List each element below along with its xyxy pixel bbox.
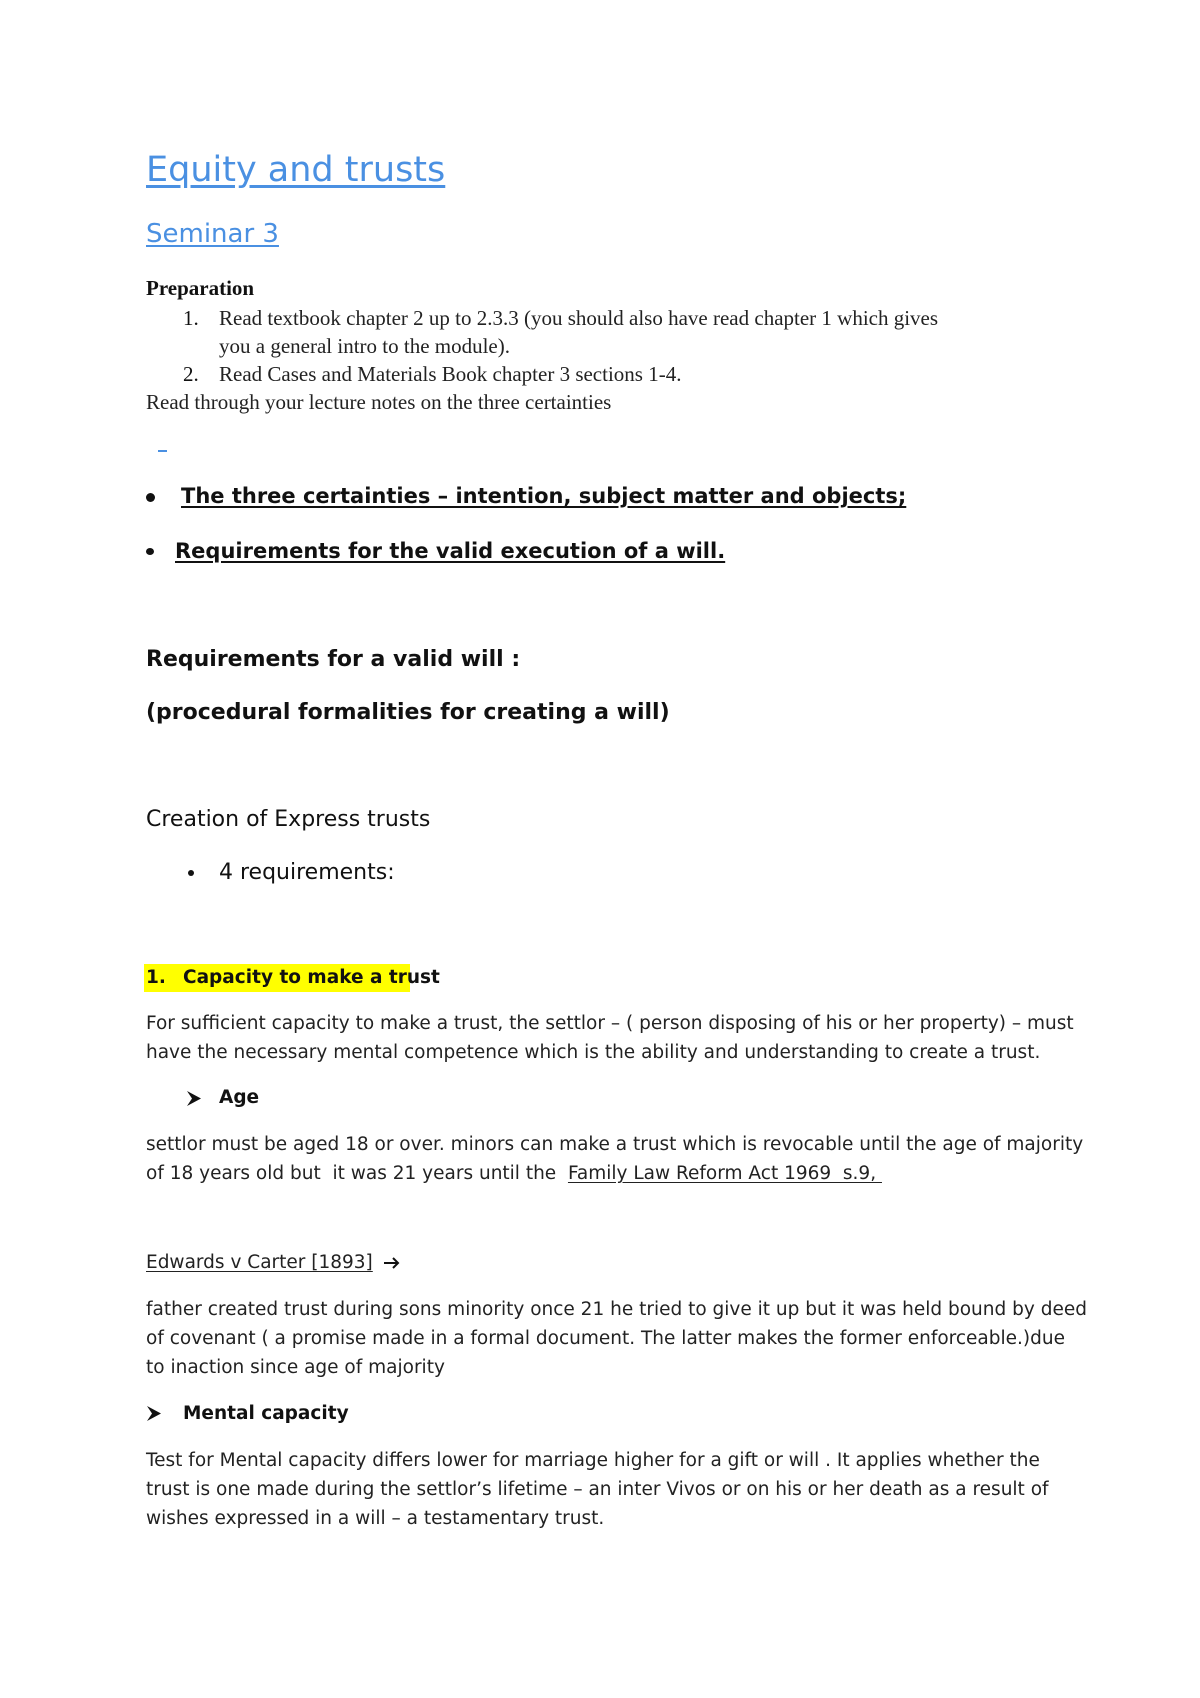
list-number: 1. bbox=[183, 306, 199, 330]
case-name: Edwards v Carter [1893] bbox=[146, 1252, 373, 1273]
document-title: Equity and trusts bbox=[146, 150, 446, 190]
mental-paragraph-line-2: trust is one made during the settlor’s lifetime – an inter Vivos or on his or her death as a result of bbox=[146, 1479, 1049, 1500]
age-paragraph-line-1: settlor must be aged 18 or over. minors can make a trust which is revocable until the age of majority bbox=[146, 1134, 1084, 1155]
mental-paragraph-line-3: wishes expressed in a will – a testamentary trust. bbox=[146, 1508, 605, 1529]
arrowhead-icon bbox=[146, 1405, 162, 1422]
capacity-paragraph-line-2: have the necessary mental competence which is the ability and understanding to create a trust. bbox=[146, 1042, 1041, 1063]
capacity-number: 1. bbox=[146, 967, 166, 988]
valid-will-subheading: (procedural formalities for creating a will) bbox=[146, 700, 670, 725]
list-number: 2. bbox=[183, 362, 199, 386]
age-label: Age bbox=[219, 1087, 260, 1108]
valid-will-heading: Requirements for a valid will : bbox=[146, 647, 521, 672]
right-arrow-icon bbox=[383, 1256, 401, 1270]
underline-mark bbox=[158, 450, 167, 452]
requirements-count: 4 requirements: bbox=[219, 860, 395, 885]
topic-will-requirements: Requirements for the valid execution of a will. bbox=[175, 539, 726, 563]
mental-capacity-label: Mental capacity bbox=[183, 1403, 349, 1424]
bullet-dot-icon bbox=[146, 493, 155, 502]
arrowhead-icon bbox=[186, 1090, 202, 1107]
case-paragraph-line-2: of covenant ( a promise made in a formal document. The latter makes the former enforceable.)due bbox=[146, 1328, 1065, 1349]
mental-paragraph-line-1: Test for Mental capacity differs lower for marriage higher for a gift or will . It applies whether the bbox=[146, 1450, 1040, 1471]
preparation-item-2-line-1: Read Cases and Materials Book chapter 3 sections 1-4. bbox=[219, 362, 682, 386]
express-trusts-heading: Creation of Express trusts bbox=[146, 807, 431, 832]
capacity-paragraph-line-1: For sufficient capacity to make a trust, the settlor – ( person disposing of his or her property) – must bbox=[146, 1013, 1074, 1034]
capacity-heading: Capacity to make a trust bbox=[183, 967, 440, 988]
case-paragraph-line-3: to inaction since age of majority bbox=[146, 1357, 445, 1378]
age-paragraph-line-2 bbox=[146, 1163, 882, 1184]
case-reference-line bbox=[146, 1252, 401, 1273]
topic-three-certainties: The three certainties – intention, subject matter and objects; bbox=[181, 484, 907, 508]
case-paragraph-line-1: father created trust during sons minority once 21 he tried to give it up but it was held bound by deed bbox=[146, 1299, 1087, 1320]
document-subtitle: Seminar 3 bbox=[146, 219, 279, 249]
bullet-dot-icon bbox=[146, 548, 154, 555]
preparation-heading: Preparation bbox=[146, 276, 255, 300]
preparation-note: Read through your lecture notes on the three certainties bbox=[146, 390, 612, 414]
age-paragraph-text: of 18 years old but it was 21 years until the bbox=[146, 1163, 568, 1184]
preparation-item-1-line-2: you a general intro to the module). bbox=[219, 334, 510, 358]
bullet-dot-icon bbox=[188, 870, 194, 876]
preparation-item-1-line-1: Read textbook chapter 2 up to 2.3.3 (you should also have read chapter 1 which gives bbox=[219, 306, 939, 330]
statute-reference: Family Law Reform Act 1969 s.9, bbox=[567, 1163, 882, 1184]
